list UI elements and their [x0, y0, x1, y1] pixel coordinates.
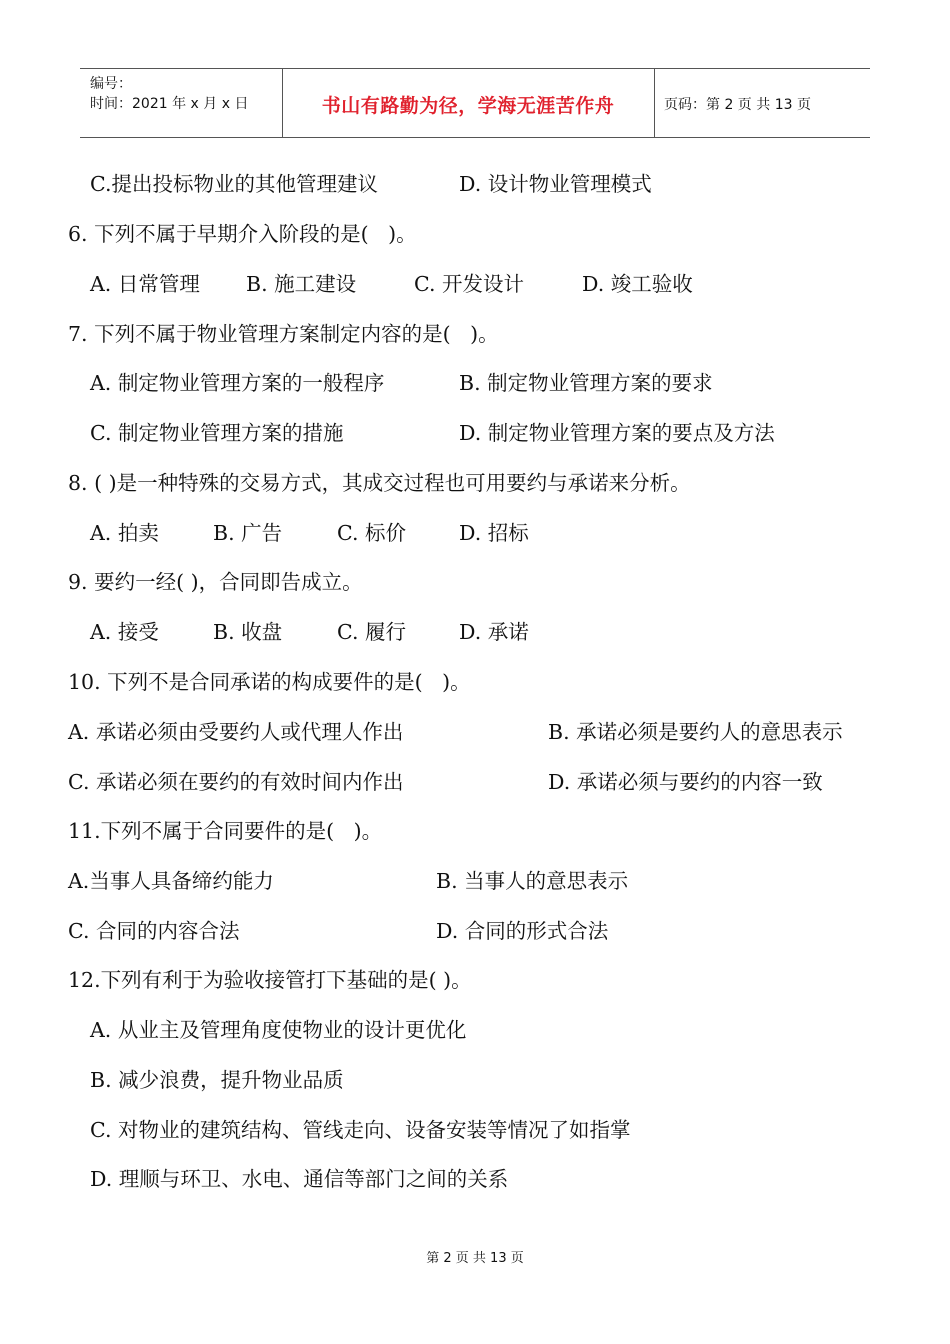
question-7: 7. 下列不属于物业管理方案制定内容的是( )。: [68, 322, 499, 346]
question-8: 8. ( )是一种特殊的交易方式，其成交过程也可用要约与承诺来分析。: [68, 471, 691, 495]
option-8c: C. 标价: [337, 521, 406, 545]
option-8d: D. 招标: [459, 521, 529, 545]
header-page-cell: [654, 69, 870, 137]
option-11c: C. 合同的内容合法: [68, 919, 240, 943]
header-meta-cell: [80, 69, 283, 137]
option-11d: D. 合同的形式合法: [436, 919, 609, 943]
option-10a: A. 承诺必须由受要约人或代理人作出: [68, 720, 404, 744]
option-9a: A. 接受: [90, 620, 159, 644]
option-7c: C. 制定物业管理方案的措施: [90, 421, 344, 445]
option-7d: D. 制定物业管理方案的要点及方法: [459, 421, 775, 445]
doc-code-label: 编号：: [90, 76, 132, 92]
question-9: 9. 要约一经( )，合同即告成立。: [68, 570, 363, 594]
option-8b: B. 广告: [213, 521, 283, 545]
option-6b: B. 施工建设: [246, 272, 357, 296]
question-11: 11.下列不属于合同要件的是( )。: [68, 819, 383, 843]
option-10b: B. 承诺必须是要约人的意思表示: [548, 720, 843, 744]
option-9c: C. 履行: [337, 620, 406, 644]
option-6a: A. 日常管理: [90, 272, 200, 296]
header-motto-cell: [282, 69, 655, 137]
question-10: 10. 下列不是合同承诺的构成要件的是( )。: [68, 670, 471, 694]
option-6c: C. 开发设计: [414, 272, 524, 296]
question-6: 6. 下列不属于早期介入阶段的是( )。: [68, 222, 417, 246]
option-10d: D. 承诺必须与要约的内容一致: [548, 770, 823, 794]
option-12c: C. 对物业的建筑结构、管线走向、设备安装等情况了如指掌: [90, 1118, 631, 1142]
page-header: [80, 68, 870, 138]
option-12b: B. 减少浪费，提升物业品质: [90, 1068, 344, 1092]
option-10c: C. 承诺必须在要约的有效时间内作出: [68, 770, 404, 794]
doc-time-label: 时间：2021 年 x 月 x 日: [90, 96, 249, 112]
option-8a: A. 拍卖: [90, 521, 159, 545]
header-motto: 书山有路勤为径，学海无涯苦作舟: [321, 95, 615, 117]
option-7b: B. 制定物业管理方案的要求: [459, 371, 713, 395]
option-12d: D. 理顺与环卫、水电、通信等部门之间的关系: [90, 1167, 509, 1191]
option-9b: B. 收盘: [213, 620, 283, 644]
option-12a: A. 从业主及管理角度使物业的设计更优化: [90, 1018, 467, 1042]
header-page-info: 页码：第 2 页 共 13 页: [664, 97, 811, 113]
option-6d: D. 竣工验收: [582, 272, 693, 296]
page-footer: 第 2 页 共 13 页: [426, 1251, 524, 1266]
option-5c: C.提出投标物业的其他管理建议: [90, 172, 378, 196]
option-9d: D. 承诺: [459, 620, 529, 644]
option-5d: D. 设计物业管理模式: [459, 172, 652, 196]
option-11a: A.当事人具备缔约能力: [68, 869, 274, 893]
option-11b: B. 当事人的意思表示: [436, 869, 629, 893]
option-7a: A. 制定物业管理方案的一般程序: [90, 371, 385, 395]
question-12: 12.下列有利于为验收接管打下基础的是( )。: [68, 968, 472, 992]
